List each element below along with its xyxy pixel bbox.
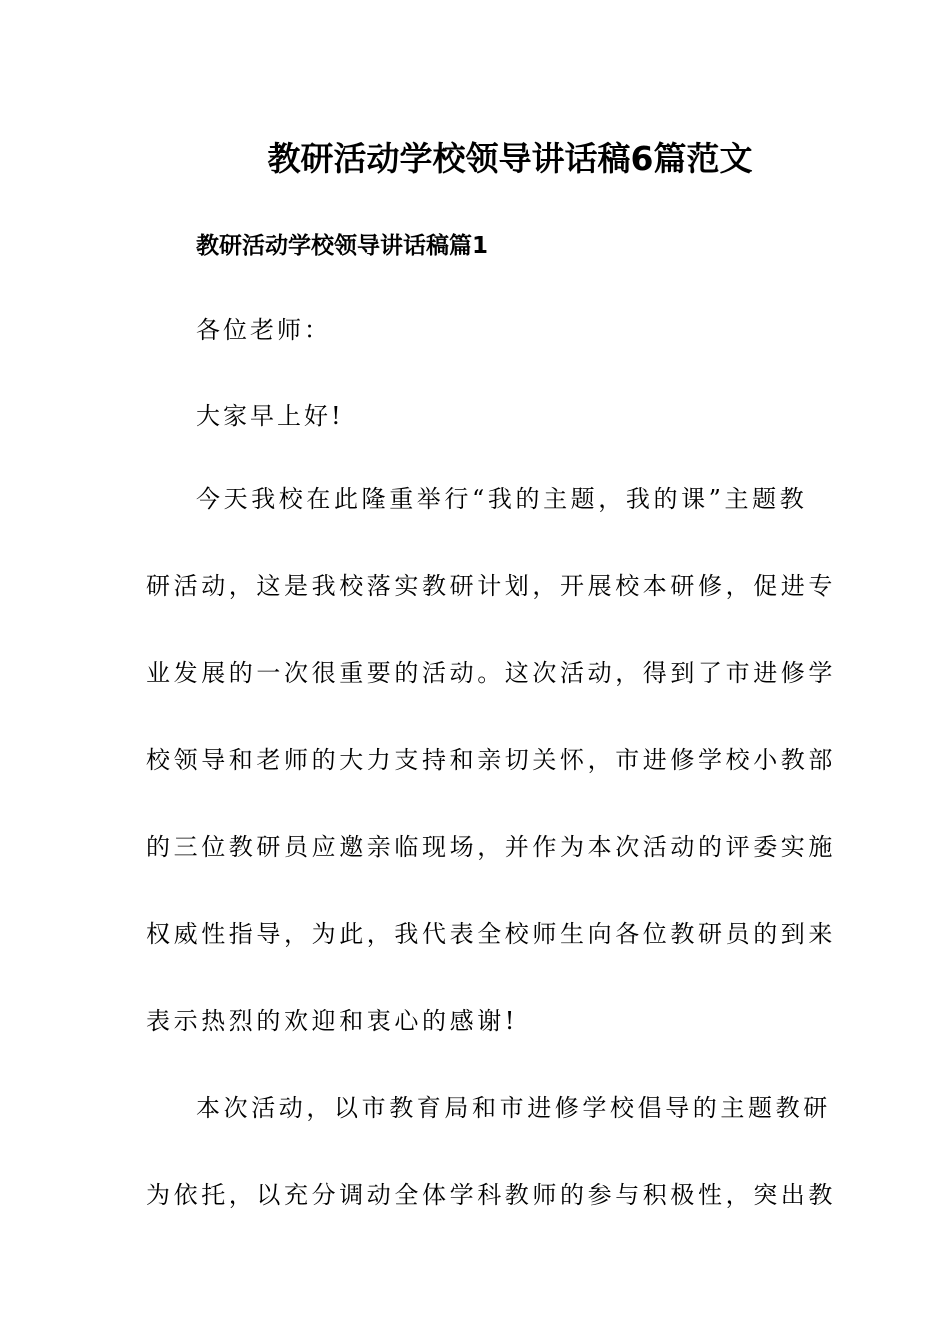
paragraph-line: 的三位教研员应邀亲临现场，并作为本次活动的评委实施	[146, 833, 836, 861]
paragraph-line: 权威性指导，为此，我代表全校师生向各位教研员的到来	[146, 920, 836, 948]
document-title: 教研活动学校领导讲话稿6篇范文	[267, 139, 753, 178]
paragraph-line: 本次活动，以市教育局和市进修学校倡导的主题教研	[196, 1094, 831, 1122]
good-morning-line: 大家早上好!	[196, 402, 344, 430]
greeting-line: 各位老师：	[196, 316, 331, 344]
paragraph-line: 业发展的一次很重要的活动。这次活动，得到了市进修学	[146, 659, 836, 687]
paragraph-line: 表示热烈的欢迎和衷心的感谢!	[146, 1007, 519, 1035]
body-paragraph-2	[146, 1065, 836, 1239]
paragraph-line: 今天我校在此隆重举行“我的主题，我的课”主题教	[196, 485, 808, 513]
paragraph-line: 研活动，这是我校落实教研计划，开展校本研修，促进专	[146, 572, 836, 600]
paragraph-line: 为依托，以充分调动全体学科教师的参与积极性，突出教	[146, 1181, 836, 1209]
section-heading: 教研活动学校领导讲话稿篇1	[196, 233, 489, 259]
paragraph-line: 校领导和老师的大力支持和亲切关怀，市进修学校小教部	[146, 746, 836, 774]
body-paragraph-1	[146, 456, 836, 1065]
